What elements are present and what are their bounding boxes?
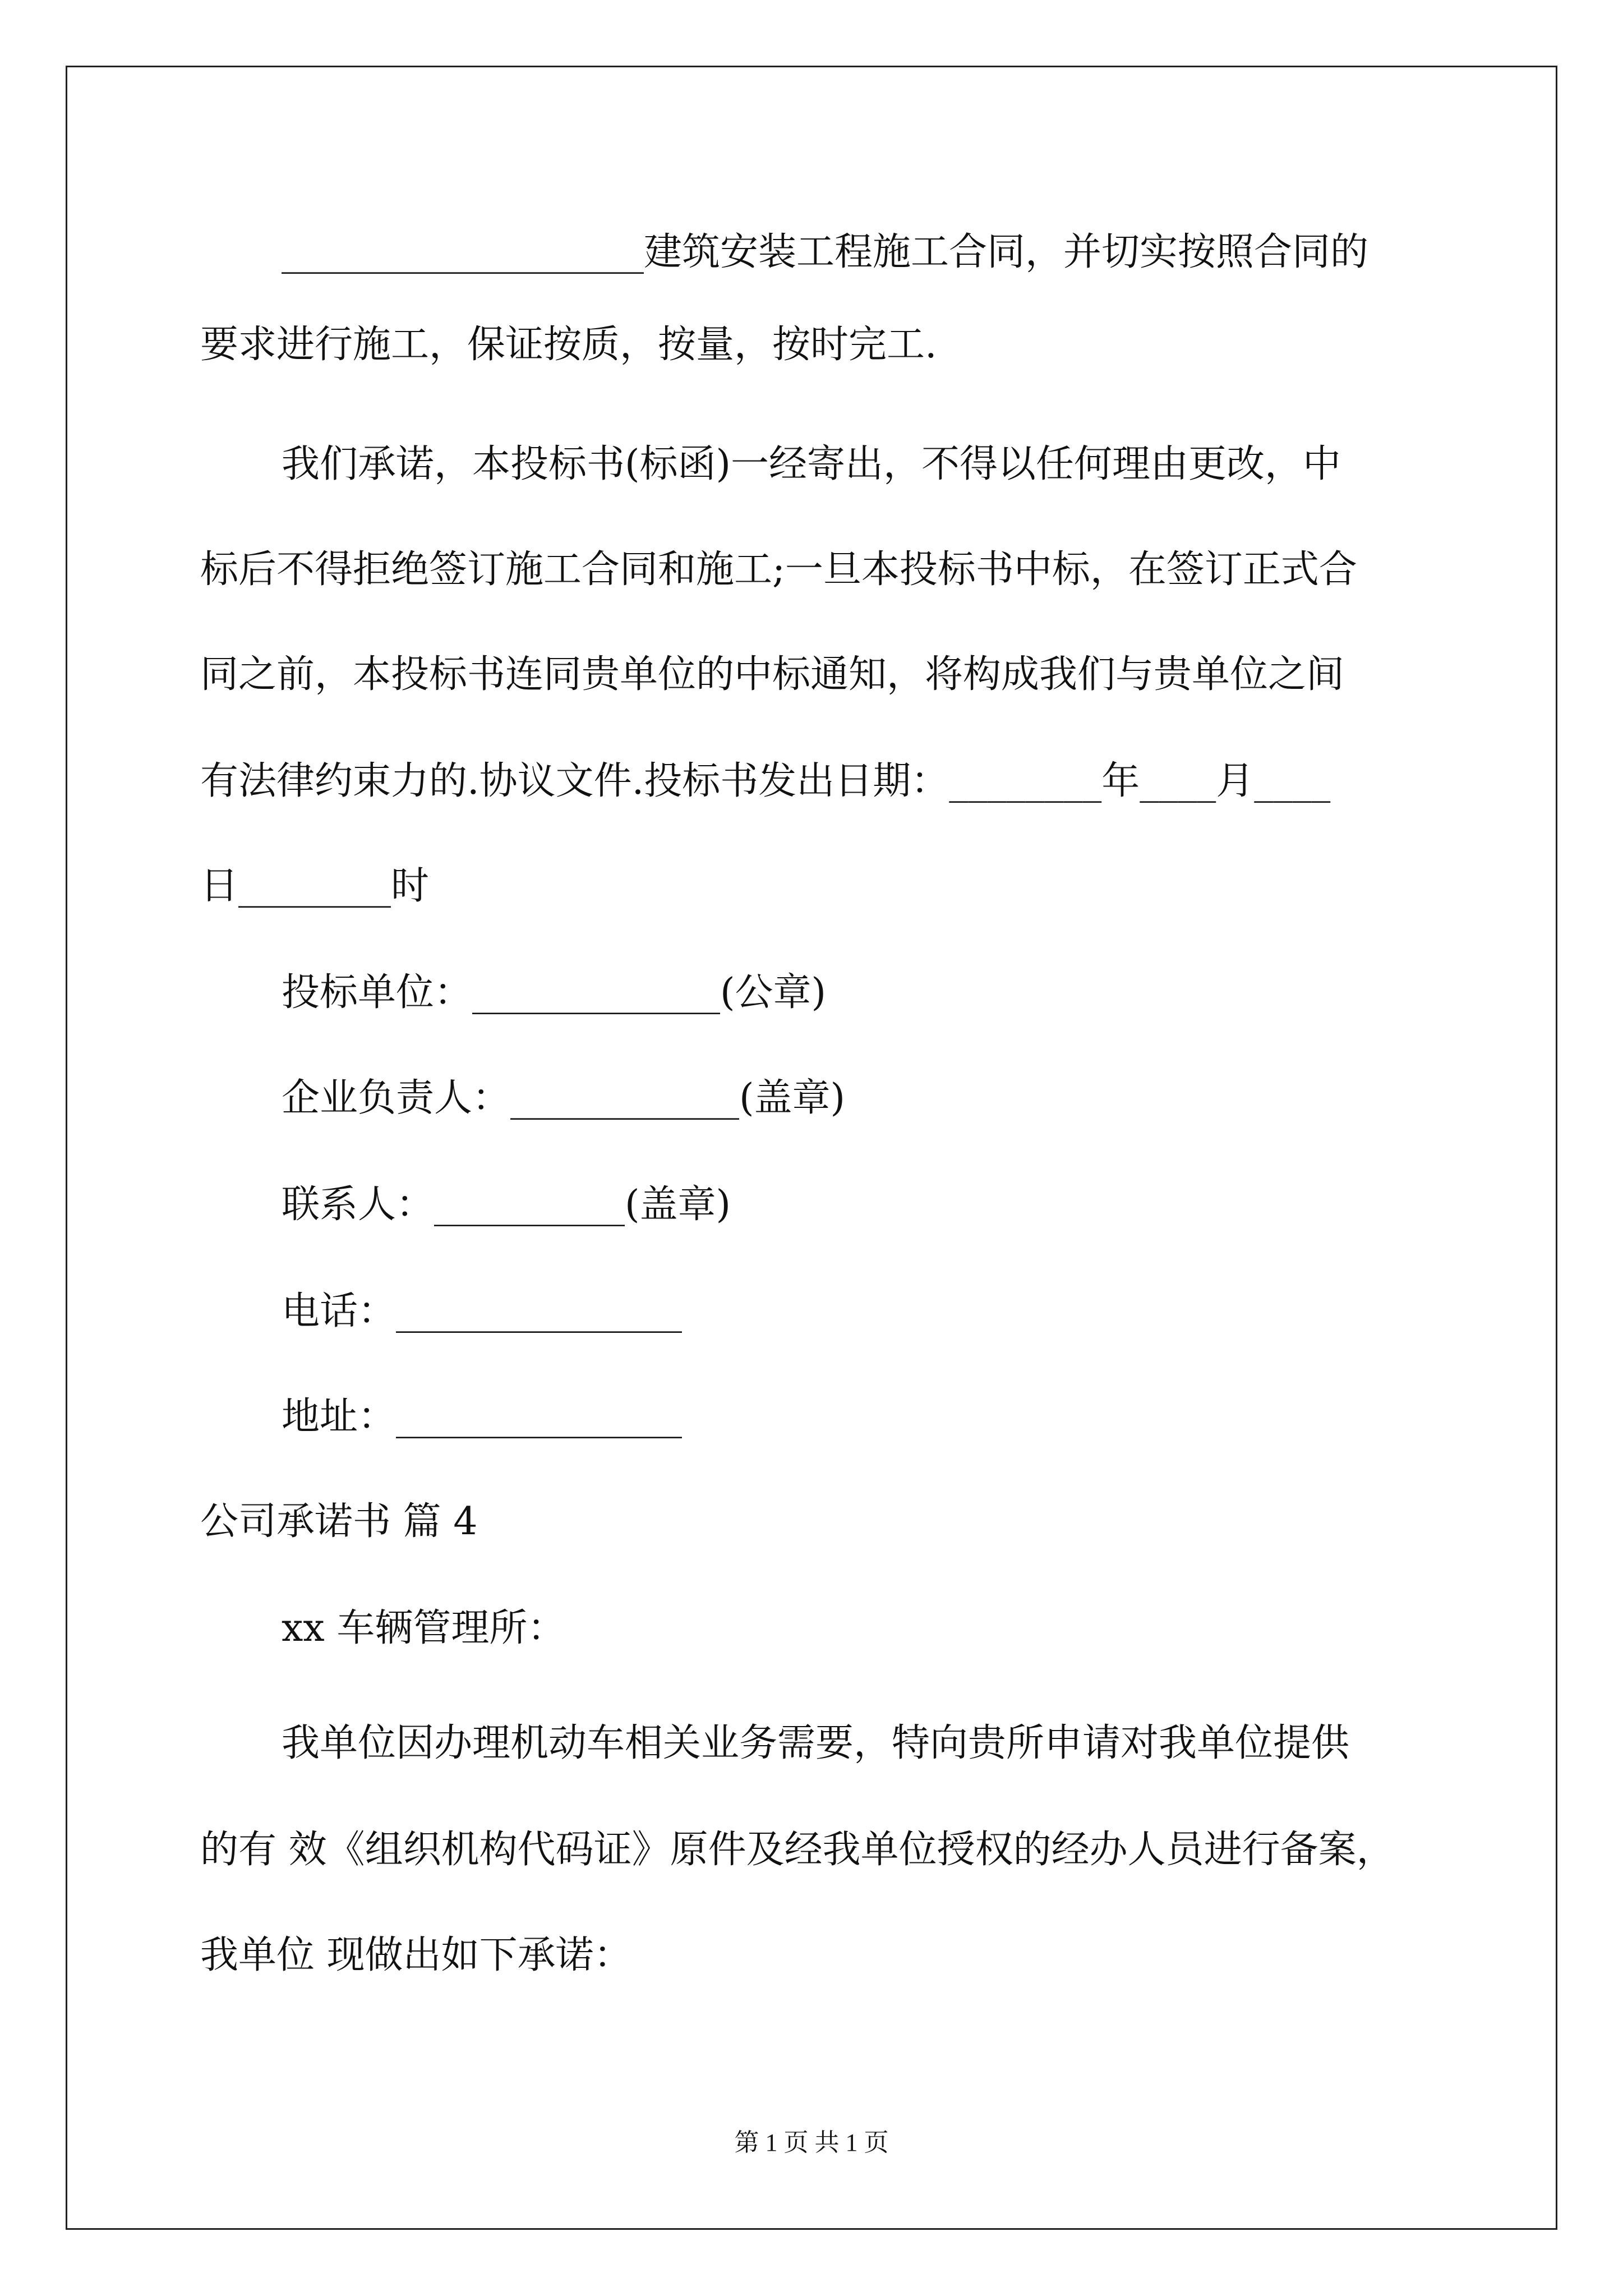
text-line: 我们承诺，本投标书(标函)一经寄出，不得以任何理由更改，中 <box>282 442 1341 486</box>
text-line: ___________________建筑安装工程施工合同，并切实按照合同的 <box>282 230 1369 274</box>
text-line: 联系人：__________(盖章) <box>282 1182 731 1227</box>
text-line: 企业负责人：____________(盖章) <box>282 1076 846 1120</box>
text-line: 有法律约束力的.协议文件.投标书发出日期：________年____月____ <box>200 759 1331 803</box>
text-line: 同之前，本投标书连同贵单位的中标通知，将构成我们与贵单位之间 <box>200 652 1345 697</box>
text-line: 日________时 <box>200 864 430 908</box>
text-line: 标后不得拒绝签订施工合同和施工;一旦本投标书中标，在签订正式合 <box>200 547 1357 592</box>
text-line: 我单位因办理机动车相关业务需要，特向贵所申请对我单位提供 <box>282 1721 1350 1765</box>
page-border <box>66 66 1557 2230</box>
text-line: 地址：_______________ <box>282 1395 683 1439</box>
page-number: 第 1 页 共 1 页 <box>734 2129 889 2156</box>
text-line: 的有 效《组织机构代码证》原件及经我单位授权的经办人员进行备案， <box>200 1828 1395 1872</box>
text-line: 电话：_______________ <box>282 1289 683 1333</box>
text-line: xx 车辆管理所： <box>282 1606 566 1650</box>
text-line: 投标单位：_____________(公章) <box>282 970 827 1015</box>
section-heading: 公司承诺书 篇 4 <box>200 1499 478 1544</box>
text-line: 我单位 现做出如下承诺： <box>200 1933 632 1977</box>
text-line: 要求进行施工，保证按质，按量，按时完工. <box>200 323 937 367</box>
